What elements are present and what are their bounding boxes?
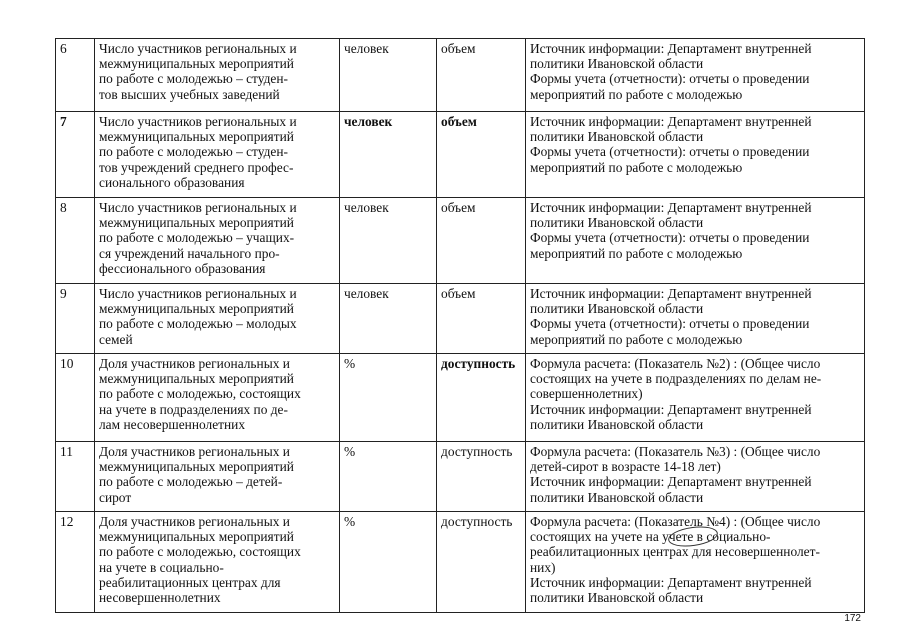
unit-cell: % <box>340 512 437 613</box>
page-number: 172 <box>844 613 861 624</box>
row-number: 9 <box>56 284 95 354</box>
table-row <box>56 112 865 198</box>
description-cell: Источник информации: Департамент внутренней политики Ивановской области Формы учета (отчетности): отчеты о проведении мероприятий по работе с молодежью <box>526 39 865 112</box>
table-row <box>56 284 865 354</box>
table-row <box>56 354 865 442</box>
unit-cell: % <box>340 354 437 442</box>
type-cell: объем <box>437 112 526 198</box>
unit-cell: человек <box>340 112 437 198</box>
type-cell: доступность <box>437 442 526 512</box>
indicator-name: Доля участников региональных и межмуниципальных мероприятий по работе с молодежью, состоящих на учете в социально- реабилитационных центрах для несовершеннолетних <box>95 512 340 613</box>
indicator-name: Число участников региональных и межмуниципальных мероприятий по работе с молодежью – молодых семей <box>95 284 340 354</box>
row-number: 10 <box>56 354 95 442</box>
row-number: 7 <box>56 112 95 198</box>
description-cell: Источник информации: Департамент внутренней политики Ивановской области Формы учета (отчетности): отчеты о проведении мероприятий по работе с молодежью <box>526 112 865 198</box>
unit-cell: человек <box>340 284 437 354</box>
indicator-name: Доля участников региональных и межмуниципальных мероприятий по работе с молодежью, состоящих на учете в подразделениях по де- лам несовершеннолетних <box>95 354 340 442</box>
table-row <box>56 442 865 512</box>
indicator-name: Число участников региональных и межмуниципальных мероприятий по работе с молодежью – учащих- ся учреждений начального про- фессионального образования <box>95 198 340 284</box>
type-cell: доступность <box>437 354 526 442</box>
type-cell: объем <box>437 284 526 354</box>
type-cell: объем <box>437 39 526 112</box>
indicator-name: Число участников региональных и межмуниципальных мероприятий по работе с молодежью – студен- тов высших учебных заведений <box>95 39 340 112</box>
description-cell: Формула расчета: (Показатель №4) : (Общее число состоящих на учете на учете в социально- реабилитационных центрах для несовершеннолет- них) Источник информации: Департамент внутренней политики Ивановской области <box>526 512 865 613</box>
unit-cell: человек <box>340 39 437 112</box>
table-row <box>56 512 865 613</box>
type-cell: объем <box>437 198 526 284</box>
description-cell: Источник информации: Департамент внутренней политики Ивановской области Формы учета (отчетности): отчеты о проведении мероприятий по работе с молодежью <box>526 284 865 354</box>
type-cell: доступность <box>437 512 526 613</box>
unit-cell: % <box>340 442 437 512</box>
row-number: 11 <box>56 442 95 512</box>
table-row <box>56 39 865 112</box>
description-cell: Формула расчета: (Показатель №2) : (Общее число состоящих на учете в подразделениях по делам не- совершеннолетних) Источник информации: Департамент внутренней политики Ивановской области <box>526 354 865 442</box>
row-number: 6 <box>56 39 95 112</box>
table-row <box>56 198 865 284</box>
indicators-table <box>55 38 865 613</box>
row-number: 12 <box>56 512 95 613</box>
indicator-name: Доля участников региональных и межмуниципальных мероприятий по работе с молодежью – детей- сирот <box>95 442 340 512</box>
indicator-name: Число участников региональных и межмуниципальных мероприятий по работе с молодежью – студен- тов учреждений среднего профес- сионального образования <box>95 112 340 198</box>
unit-cell: человек <box>340 198 437 284</box>
row-number: 8 <box>56 198 95 284</box>
description-cell: Формула расчета: (Показатель №3) : (Общее число детей-сирот в возрасте 14-18 лет) Источник информации: Департамент внутренней политики Ивановской области <box>526 442 865 512</box>
description-cell: Источник информации: Департамент внутренней политики Ивановской области Формы учета (отчетности): отчеты о проведении мероприятий по работе с молодежью <box>526 198 865 284</box>
